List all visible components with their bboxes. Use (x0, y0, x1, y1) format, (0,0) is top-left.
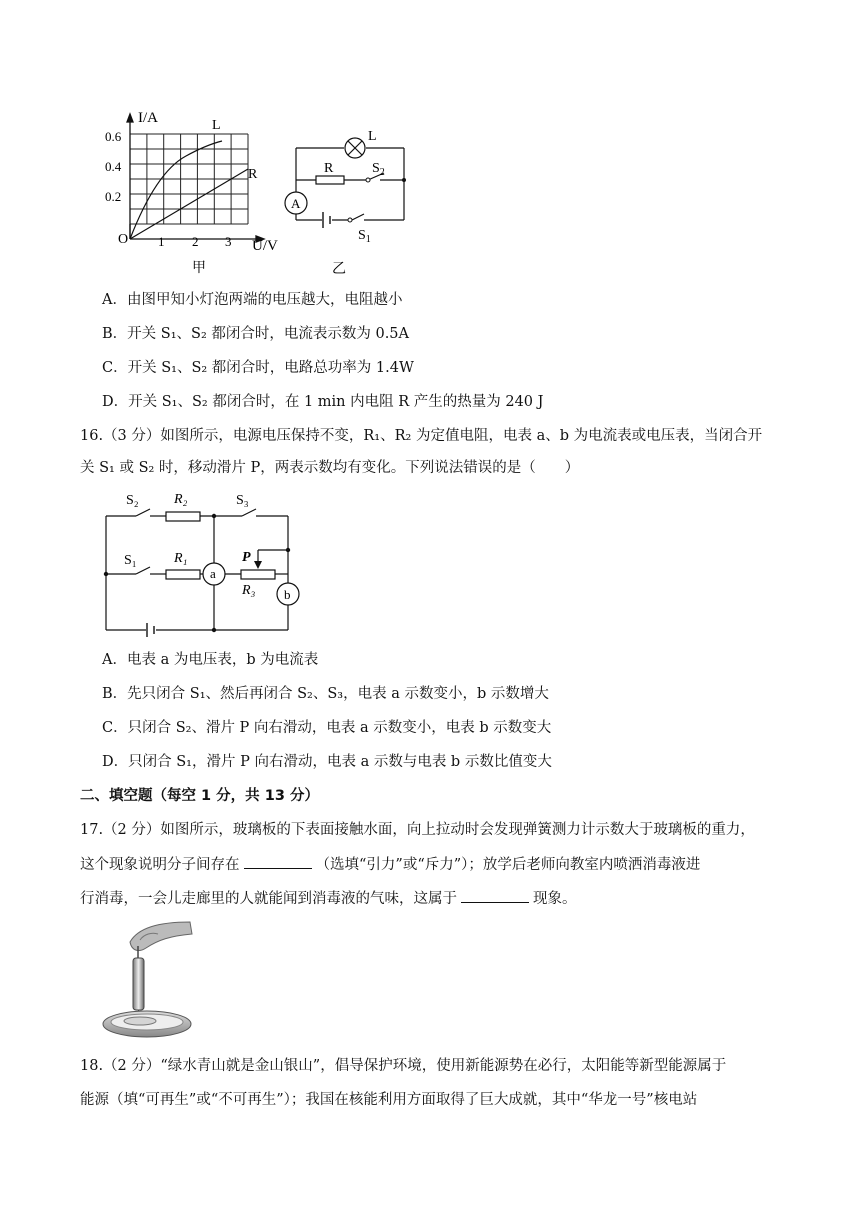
s1-label: S₁ (124, 553, 137, 568)
origin-label: O (118, 232, 129, 247)
q16-option-d: D．只闭合 S₁，滑片 P 向右滑动，电表 a 示数与电表 b 示数比值变大 (102, 754, 552, 770)
p-label: P (242, 550, 251, 565)
graph-axes (127, 114, 264, 242)
r1-label: R₁ (174, 551, 188, 566)
switch1-label: S (358, 228, 366, 243)
svg-text:S1 (358, 228, 371, 245)
q15-option-d: D．开关 S₁、S₂ 都闭合时，在 1 min 内电阻 R 产生的热量为 240 J (102, 394, 544, 410)
q16-stem-line2: 关 S₁ 或 S₂ 时，移动滑片 P，两表示数均有变化。下列说法错误的是（ ） (80, 460, 580, 476)
resistor-line-label: R (248, 167, 258, 182)
lamp-label: L (368, 129, 377, 144)
x-tick: 1 (158, 234, 165, 249)
r3-label: R₃ (242, 583, 256, 598)
section-title: 二、填空题（每空 1 分，共 13 分） (80, 788, 319, 804)
meter-b-label: b (284, 587, 291, 602)
q17-line3 (80, 888, 577, 909)
svg-text:S2 (372, 161, 385, 178)
switch1-subscript: 1 (365, 234, 371, 245)
circuit-q16 (96, 486, 306, 642)
q16-option-b: B．先只闭合 S₁、然后再闭合 S₂、S₃，电表 a 示数变小，b 示数增大 (102, 686, 549, 702)
q15-option-c: C．开关 S₁、S₂ 都闭合时，电路总功率为 1.4W (102, 360, 414, 376)
q17-line2-end: （选填“引力”或“斥力”）；放学后老师向教室内喷洒消毒液进 (315, 857, 701, 873)
resistor-label: R (324, 161, 334, 176)
q17-line2 (80, 854, 700, 875)
ammeter-label: A (291, 196, 301, 211)
y-axis-label: I/A (138, 110, 158, 126)
circuit-b (280, 122, 420, 278)
q15-option-a: A．由图甲知小灯泡两端的电压越大，电阻越小 (102, 292, 403, 308)
s3-label: S₃ (236, 493, 249, 508)
battery-symbol (323, 212, 330, 228)
q16-option-c: C．只闭合 S₂、滑片 P 向右滑动，电表 a 示数变小，电表 b 示数变大 (102, 720, 552, 736)
q17-line1: 17.（2 分）如图所示，玻璃板的下表面接触水面，向上拉动时会发现弹簧测力计示数大于玻璃板的重力， (80, 822, 755, 838)
q18-line1: 18.（2 分）“绿水青山就是金山银山”，倡导保护环境，使用新能源势在必行，太阳能等新型能源属于 (80, 1058, 727, 1074)
y-tick: 0.6 (105, 129, 122, 144)
graph-caption: 甲 (192, 261, 206, 276)
s2-label: S₂ (126, 493, 139, 508)
lamp-curve-label: L (212, 118, 221, 133)
x-tick: 3 (225, 234, 232, 249)
answer-blank[interactable] (461, 888, 529, 903)
slider-arrow (254, 561, 262, 569)
y-tick: 0.2 (105, 189, 122, 204)
r2-label: R₂ (174, 492, 188, 507)
switch2-label: S (372, 161, 380, 176)
q16-stem-line1: 16.（3 分）如图所示，电源电压保持不变，R₁、R₂ 为定值电阻，电表 a、b 为电流表或电压表，当闭合开 (80, 428, 763, 444)
answer-blank[interactable] (244, 854, 312, 869)
spring-scale-photo (100, 918, 194, 1042)
q16-option-a: A．电表 a 为电压表，b 为电流表 (102, 652, 319, 668)
q17-line3-end: 现象。 (533, 891, 577, 907)
q17-line3-start: 行消毒，一会儿走廊里的人就能闻到消毒液的气味，这属于 (80, 891, 457, 907)
battery-symbol (147, 623, 154, 637)
ammeter-symbol (285, 192, 307, 214)
lamp-symbol (345, 138, 365, 158)
y-tick: 0.4 (105, 159, 122, 174)
q17-line2-start: 这个现象说明分子间存在 (80, 857, 240, 873)
spring-scale-body (133, 958, 144, 1010)
meter-a-label: a (210, 566, 216, 581)
iu-graph (96, 100, 296, 280)
x-axis-label: U/V (252, 238, 278, 254)
x-tick: 2 (192, 234, 199, 249)
circuit-caption: 乙 (332, 262, 346, 277)
switch2-subscript: 2 (379, 167, 385, 178)
q15-option-b: B．开关 S₁、S₂ 都闭合时，电流表示数为 0.5A (102, 326, 410, 342)
q18-line2: 能源（填“可再生”或“不可再生”）；我国在核能利用方面取得了巨大成就，其中“华龙一号”核电站 (80, 1092, 698, 1108)
